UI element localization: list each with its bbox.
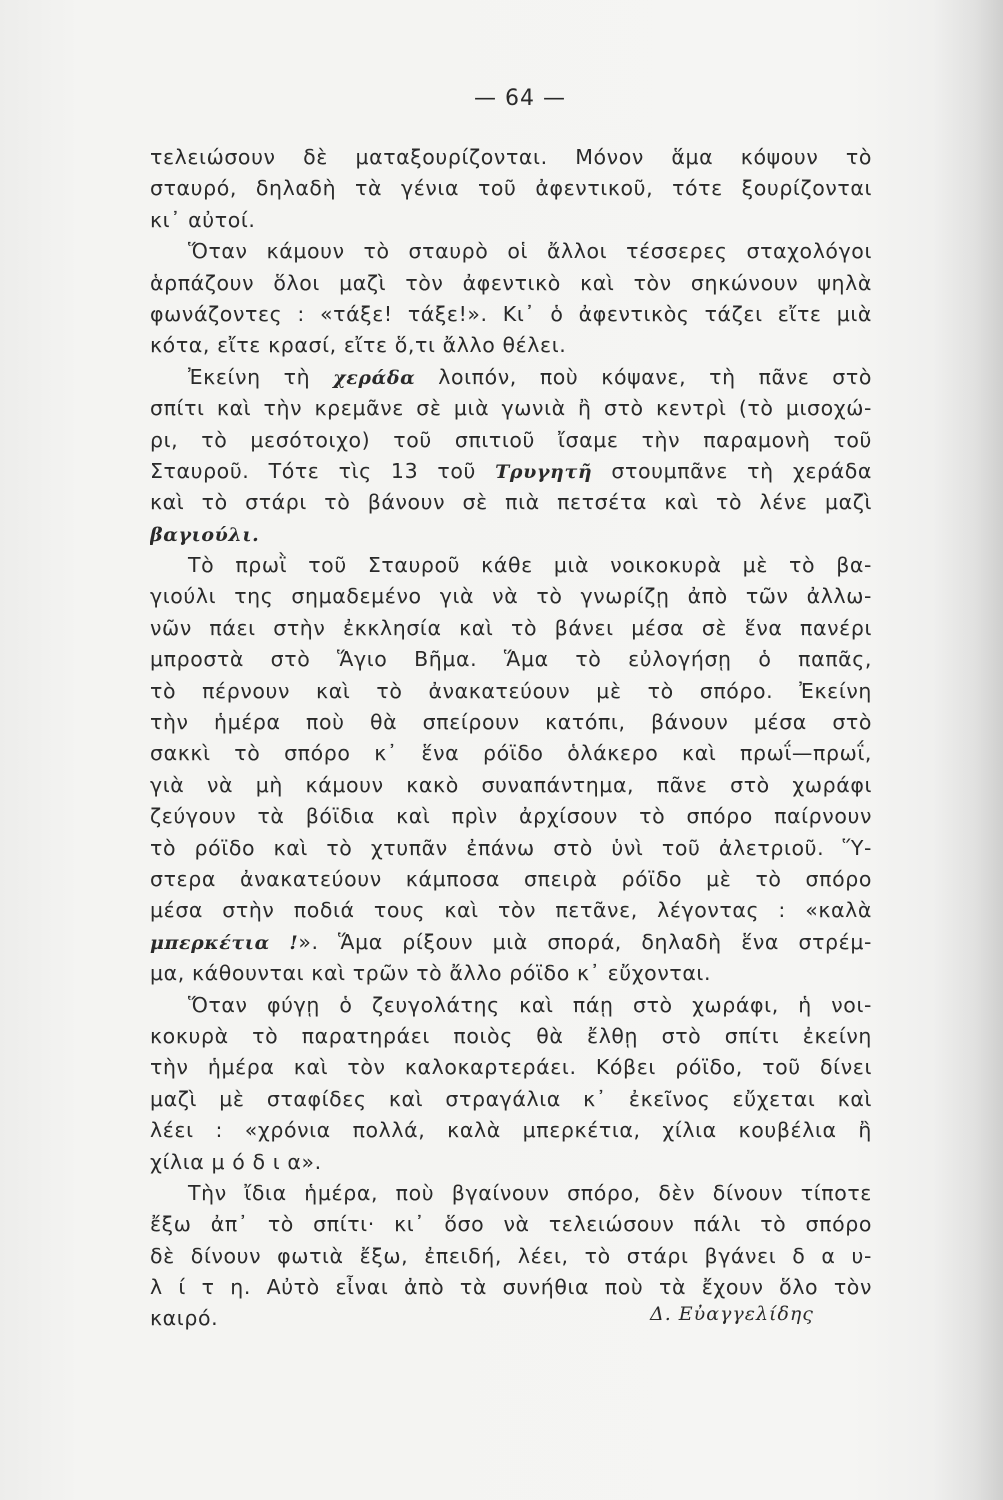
text-line — [150, 864, 872, 895]
text-line — [150, 1021, 872, 1052]
text-line — [150, 927, 872, 958]
text-line — [150, 142, 872, 173]
line-text: καιρό. — [150, 1306, 219, 1331]
line-text: χίλια μ ό δ ι α». — [150, 1149, 322, 1174]
text-line — [150, 1272, 872, 1303]
text-line — [150, 801, 872, 832]
line-text: στουμπᾶνε τὴ χεράδα — [592, 458, 872, 483]
line-text: τελειώσουν δὲ ματαξουρίζονται. Μόνον ἅμα κόψουν τὸ — [150, 145, 872, 169]
text-line — [150, 990, 872, 1021]
text-line — [150, 425, 872, 456]
text-line — [150, 1084, 872, 1115]
line-text: ἔξω ἀπ᾿ τὸ σπίτι· κι᾿ ὅσο νὰ τελειώσουν πάλι τὸ σπόρο — [150, 1212, 872, 1237]
text-line — [150, 205, 872, 236]
text-line — [150, 550, 872, 581]
text-line — [150, 393, 872, 424]
text-line — [150, 1147, 872, 1178]
line-text: Σταυροῦ. Τότε τὶς 13 τοῦ — [150, 458, 496, 483]
line-text: τὸ ρόϊδο καὶ τὸ χτυπᾶν ἐπάνω στὸ ὑνὶ τοῦ ἀλετριοῦ. Ὕ- — [150, 835, 872, 860]
line-text: καὶ τὸ στάρι τὸ βάνουν σὲ πιὰ πετσέτα καὶ τὸ λένε μαζὶ — [150, 490, 872, 515]
text-line — [150, 958, 872, 989]
text-line — [150, 895, 872, 926]
text-line — [150, 519, 872, 550]
text-line — [150, 1052, 872, 1083]
line-text: στερα ἀνακατεύουν κάμποσα σπειρὰ ρόϊδο μὲ τὸ σπόρο — [150, 866, 872, 891]
author-signature: Δ. Εὐαγγελίδης — [650, 1303, 814, 1325]
text-line — [150, 456, 872, 487]
line-text: γιὰ νὰ μὴ κάμουν κακὸ συναπάντημα, πᾶνε στὸ χωράφι — [150, 772, 872, 797]
text-line — [150, 613, 872, 644]
line-text: λοιπόν, ποὺ κόψανε, τὴ πᾶνε στὸ — [415, 364, 872, 389]
line-text: σπίτι καὶ τὴν κρεμᾶνε σὲ μιὰ γωνιὰ ἢ στὸ κεντρὶ (τὸ μισοχώ- — [150, 396, 872, 421]
text-line — [150, 268, 872, 299]
page-number: — 64 — — [474, 86, 566, 111]
text-line — [150, 833, 872, 864]
line-text: ρι, τὸ μεσότοιχο) τοῦ σπιτιοῦ ἴσαμε τὴν παραμονὴ τοῦ — [150, 427, 872, 452]
line-text: ». Ἅμα ρίξουν μιὰ σπορά, δηλαδὴ ἕνα στρέμ- — [298, 929, 872, 954]
text-line — [150, 362, 872, 393]
line-text: τὸ πέρνουν καὶ τὸ ἀνακατεύουν μὲ τὸ σπόρο. Ἐκείνη — [150, 678, 872, 703]
line-text: μπροστὰ στὸ Ἅγιο Βῆμα. Ἅμα τὸ εὐλογήσῃ ὁ παπᾶς, — [150, 647, 872, 672]
text-line — [150, 1115, 872, 1146]
italic-term: μπερκέτια ! — [150, 931, 299, 954]
italic-term: χεράδα — [333, 366, 416, 389]
text-line — [150, 1241, 872, 1272]
line-text: λέει : «χρόνια πολλά, καλὰ μπερκέτια, χίλια κουβέλια ἢ — [150, 1118, 872, 1143]
line-text: σταυρό, δηλαδὴ τὰ γένια τοῦ ἀφεντικοῦ, τότε ξουρίζονται — [150, 176, 872, 201]
body-text — [150, 142, 872, 1335]
text-line — [150, 1178, 872, 1209]
line-text: μαζὶ μὲ σταφίδες καὶ στραγάλια κ᾿ ἐκεῖνος εὔχεται καὶ — [150, 1086, 872, 1111]
line-text: Τὴν ἴδια ἡμέρα, ποὺ βγαίνουν σπόρο, δὲν δίνουν τίποτε — [188, 1180, 872, 1205]
text-line — [150, 236, 872, 267]
text-line — [150, 173, 872, 204]
line-text: νῶν πάει στὴν ἐκκλησία καὶ τὸ βάνει μέσα σὲ ἕνα πανέρι — [150, 615, 872, 640]
line-text: Ὅταν φύγῃ ὁ ζευγολάτης καὶ πάῃ στὸ χωράφι, ἡ νοι- — [188, 992, 872, 1017]
line-text: μα, κάθουνται καὶ τρῶν τὸ ἄλλο ρόϊδο κ᾿ εὔχονται. — [150, 961, 712, 986]
line-text: φωνάζοντες : «τάξε! τάξε!». Κι᾿ ὁ ἀφεντικὸς τάζει εἴτε μιὰ — [150, 301, 872, 326]
line-text: λ ί τ η. Αὐτὸ εἶναι ἀπὸ τὰ συνήθια ποὺ τὰ ἔχουν ὅλο τὸν — [150, 1275, 872, 1300]
text-line — [150, 644, 872, 675]
line-text: τὴν ἡμέρα ποὺ θὰ σπείρουν κατόπι, βάνουν μέσα στὸ — [150, 710, 872, 735]
line-text: κότα, εἴτε κρασί, εἴτε ὅ,τι ἄλλο θέλει. — [150, 333, 567, 358]
line-text: δὲ δίνουν φωτιὰ ἔξω, ἐπειδή, λέει, τὸ στάρι βγάνει δ α υ- — [150, 1243, 872, 1268]
text-line — [150, 299, 872, 330]
page-edge-shadow — [933, 0, 1003, 1500]
line-text: κι᾿ αὐτοί. — [150, 207, 256, 232]
text-line — [150, 770, 872, 801]
italic-term: βαγιούλι. — [150, 523, 260, 546]
line-text: τὴν ἡμέρα καὶ τὸν καλοκαρτεράει. Κόβει ρόϊδο, τοῦ δίνει — [150, 1055, 872, 1080]
line-text: μέσα στὴν ποδιά τους καὶ τὸν πετᾶνε, λέγοντας : «καλὰ — [150, 898, 872, 923]
line-text: Ἐκείνη τὴ — [188, 364, 334, 389]
line-text: κοκυρὰ τὸ παρατηράει ποιὸς θὰ ἔλθῃ στὸ σπίτι ἐκείνη — [150, 1023, 872, 1048]
line-text: σακκὶ τὸ σπόρο κ᾿ ἕνα ρόϊδο ὁλάκερο καὶ πρωΐ—πρωΐ, — [150, 741, 872, 766]
text-line — [150, 676, 872, 707]
text-line — [150, 581, 872, 612]
text-line — [150, 738, 872, 769]
italic-term: Τρυγητῆ — [495, 460, 593, 483]
text-line — [150, 1209, 872, 1240]
text-line — [150, 707, 872, 738]
text-line — [150, 487, 872, 518]
line-text: γιούλι της σημαδεμένο γιὰ νὰ τὸ γνωρίζῃ ἀπὸ τῶν ἀλλω- — [150, 584, 872, 609]
line-text: ἁρπάζουν ὅλοι μαζὶ τὸν ἀφεντικὸ καὶ τὸν σηκώνουν ψηλὰ — [150, 270, 872, 295]
text-line — [150, 330, 872, 361]
line-text: Ὅταν κάμουν τὸ σταυρὸ οἱ ἄλλοι τέσσερες σταχολόγοι — [188, 239, 872, 264]
line-text: ζεύγουν τὰ βόϊδια καὶ πρὶν ἀρχίσουν τὸ σπόρο παίρνουν — [150, 804, 872, 829]
line-text: Τὸ πρωῒ τοῦ Σταυροῦ κάθε μιὰ νοικοκυρὰ μὲ τὸ βα- — [188, 553, 872, 578]
